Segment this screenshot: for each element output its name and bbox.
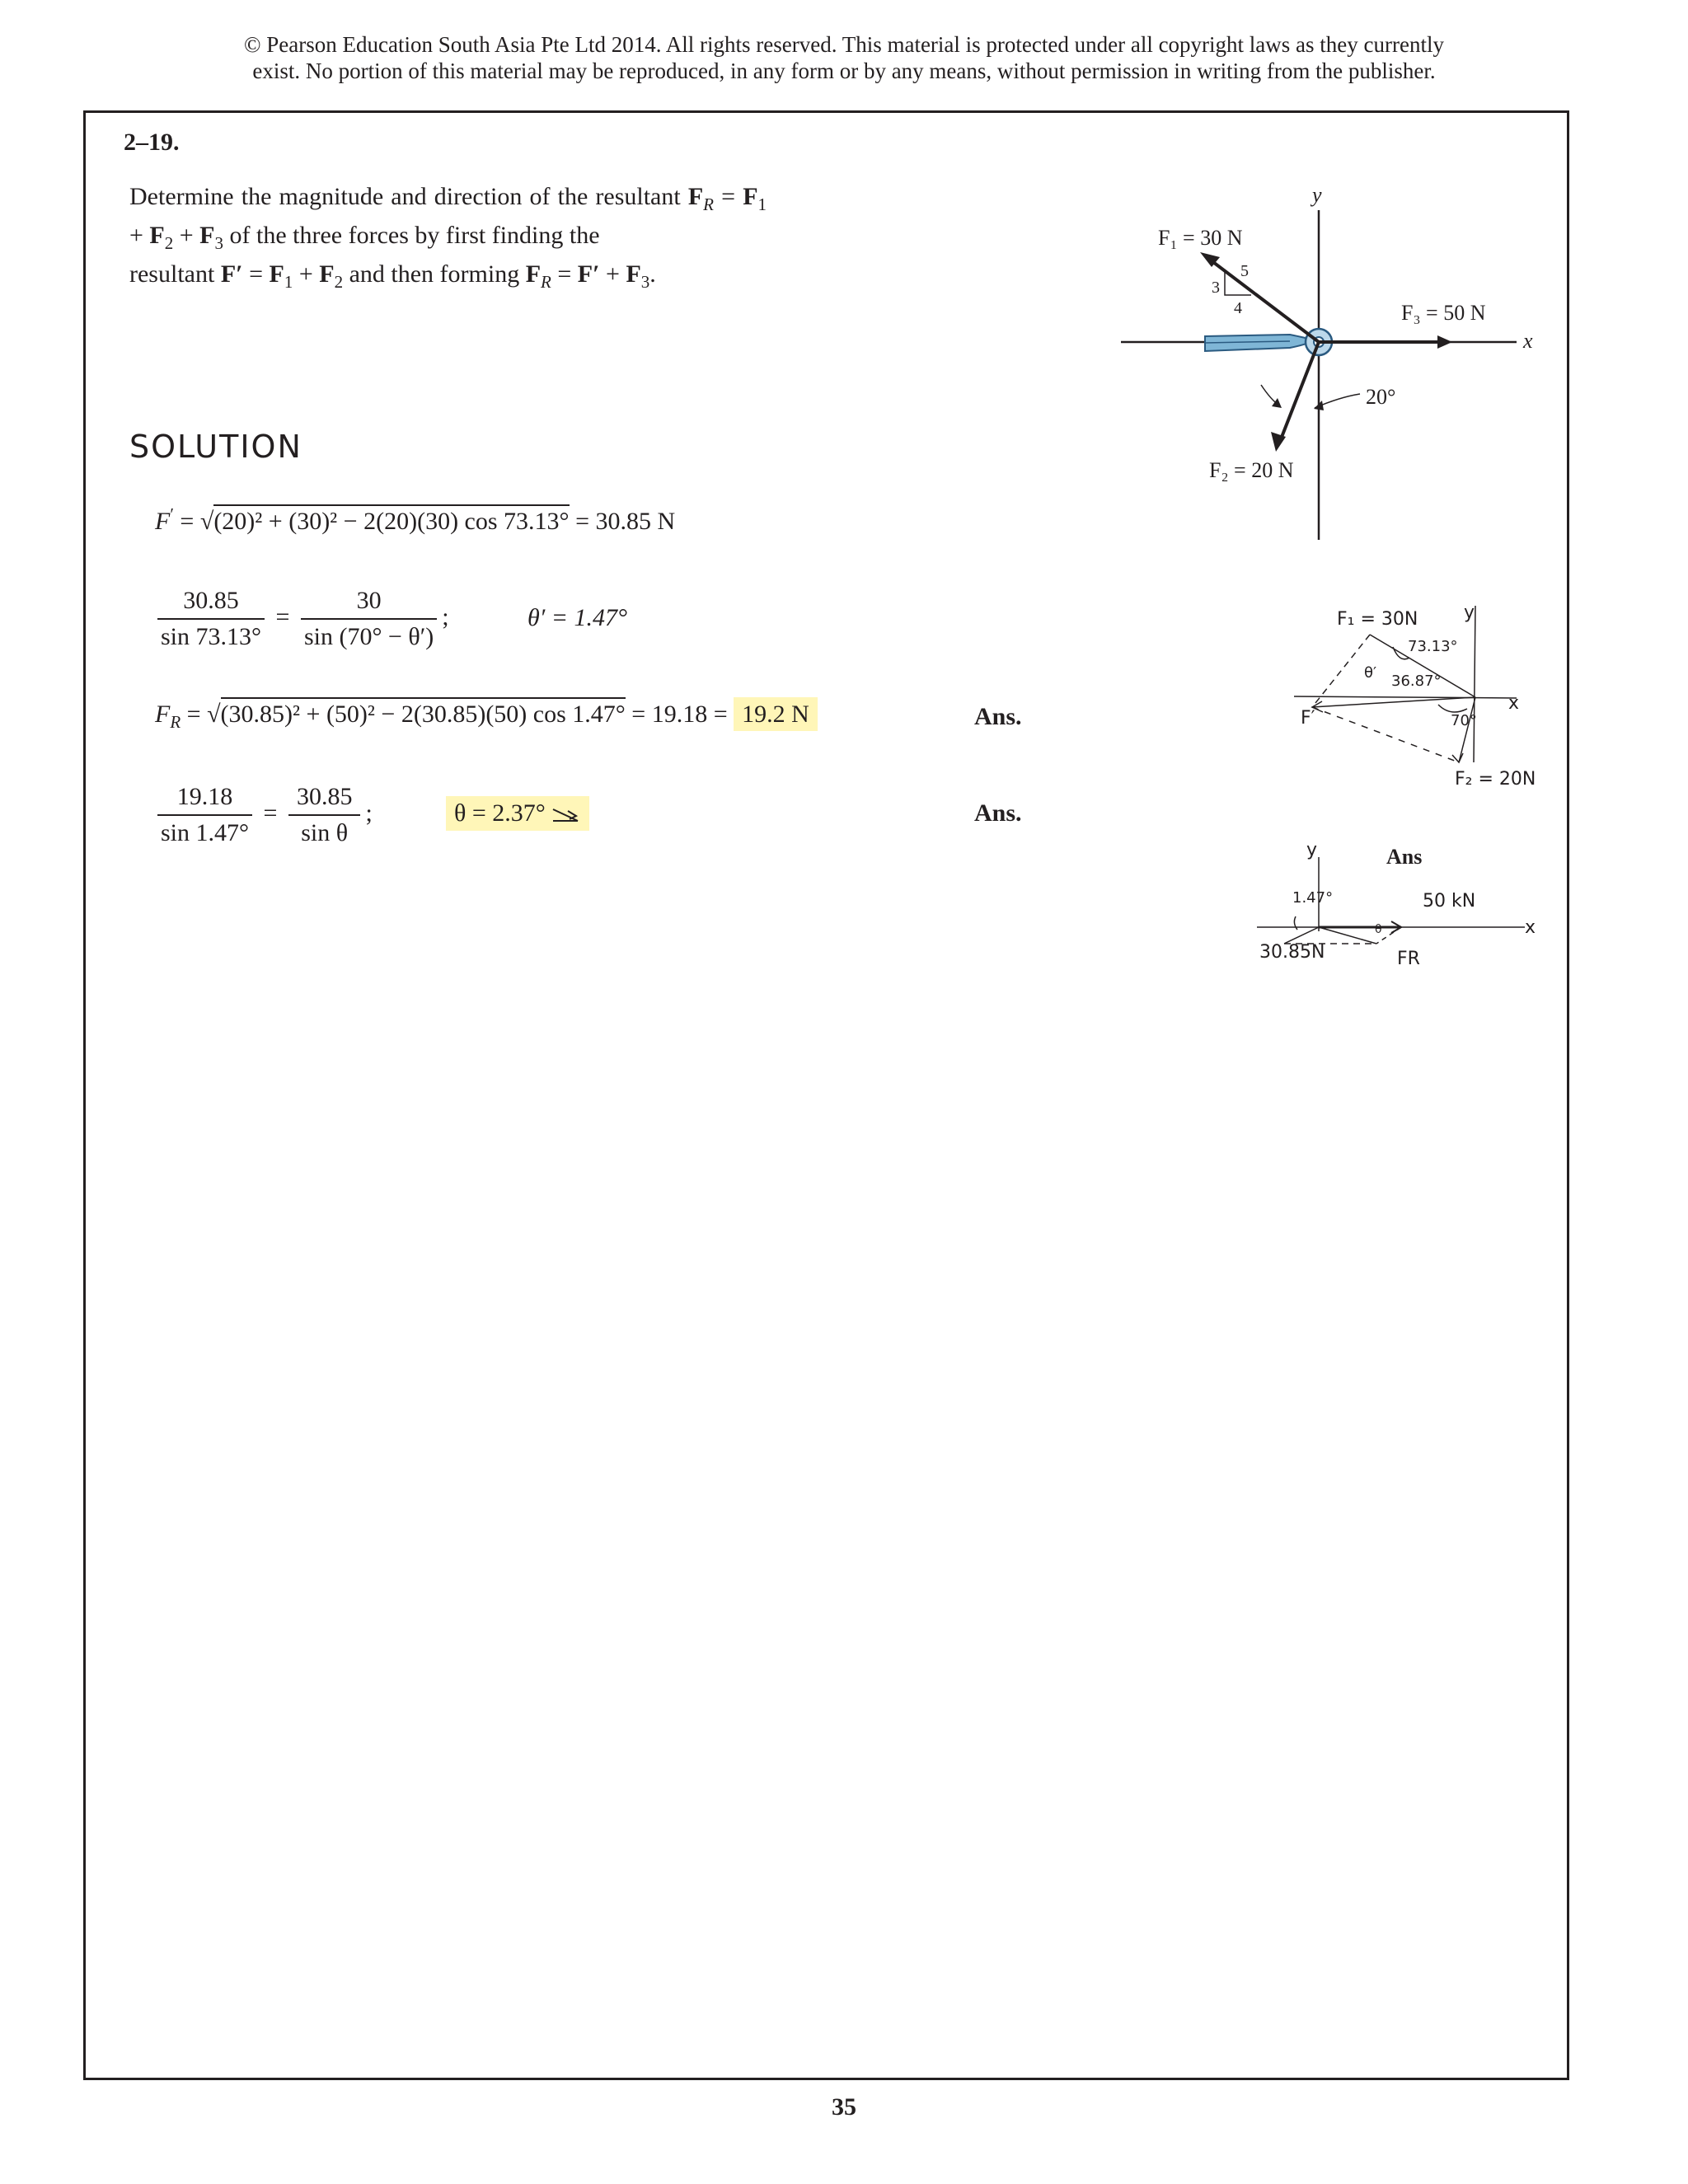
fig-y-label: y: [1312, 183, 1322, 207]
slope-4: 4: [1234, 299, 1242, 317]
problem-statement: Determine the magnitude and direction of the resultant $F_R = F_1 + F_2 + F_3$ of the three forces by first finding the resultant $F' = F_1 + F_2$ and then forming $F_R = F' + F_3$.: [129, 183, 767, 292]
sketch1-angle-36: 36.87°: [1391, 673, 1442, 690]
sketch1-f2: F₂ = 20N: [1455, 769, 1536, 790]
sketch1-fprime: F′: [1301, 708, 1315, 729]
eq1-lhs: F: [155, 508, 171, 535]
eq1-radicand: (20)² + (30)² − 2(20)(30) cos 73.13°: [213, 504, 569, 535]
sketch2-f3: 50 kN: [1423, 891, 1476, 912]
eq4-den-1: sin 1.47°: [161, 819, 250, 846]
statement-part-3: resultant: [129, 260, 215, 288]
sketch1-y: y: [1464, 602, 1475, 623]
eq2-den-2: sin (70° − θ′): [303, 623, 434, 650]
eq3-radicand: (30.85)² + (50)² − 2(30.85)(50) cos 1.47°: [221, 697, 626, 728]
sketch2-theta: θ: [1375, 923, 1382, 936]
sketch2-fr-arrow: [1319, 927, 1376, 944]
sketch2-fprime: 30.85N: [1259, 942, 1325, 963]
sketch2-angle: 1.47°: [1292, 889, 1334, 907]
eq4-num-2: 30.85: [288, 783, 361, 816]
eq3-answer: 19.2 N: [734, 697, 818, 731]
f3-label: F₃ = 50 N: [1401, 301, 1486, 325]
sketch-resultant-f-prime: [1278, 593, 1550, 799]
eq2-num-1: 30.85: [157, 587, 265, 620]
eq4-answer: [446, 796, 589, 831]
f1-label: F₁ = 30 N: [1158, 226, 1243, 250]
slope-5: 5: [1240, 262, 1249, 280]
sketch1-angle-70: 70°: [1451, 712, 1477, 729]
sketch1-f1: F₁ = 30N: [1337, 609, 1418, 630]
eq1-result: = 30.85 N: [575, 508, 676, 535]
eq3-lhs: F: [155, 701, 171, 728]
f2-arrow: [1279, 342, 1319, 443]
eq2-num-2: 30: [301, 587, 437, 620]
statement-part-4: and then forming: [349, 260, 520, 288]
equation-2: $\frac{30.85}{\sin 73.13^\circ}$ = $\frac{30}{\sin (70^\circ - \theta')}$ ;: [152, 587, 449, 651]
sketch1-angle-73: 73.13°: [1408, 638, 1458, 655]
eq4-den-2: sin θ: [301, 819, 349, 846]
eq2-result: θ′ = 1.47°: [528, 604, 628, 631]
eq3-mid: = 19.18 =: [631, 701, 728, 728]
eq4-num-1: 19.18: [157, 783, 252, 816]
slope-3: 3: [1212, 279, 1220, 297]
eq2-fraction-2: [301, 587, 437, 651]
force-diagram: [1113, 181, 1541, 552]
eq4-answer-text: θ = 2.37°: [454, 799, 546, 827]
page-number: 35: [832, 2093, 856, 2121]
sketch-resultant-fr: [1245, 841, 1550, 981]
ans-label-1: Ans.: [974, 703, 1022, 730]
copyright-line-2: exist. No portion of this material may be reproduced, in any form or by any means, without permission in writing from the publisher.: [252, 59, 1436, 83]
eq4-fraction-1: [157, 783, 252, 847]
sketch-fprime-line: [1312, 697, 1475, 707]
equation-1: F′ = √(20)² + (30)² − 2(20)(30) cos 73.13° = 30.85 N: [155, 504, 676, 535]
sketch2-ans: Ans: [1386, 845, 1423, 869]
sketch2-x: x: [1525, 917, 1536, 938]
statement-part-2: of the three forces by first finding the: [229, 222, 600, 249]
ans-label-2: Ans.: [974, 799, 1022, 827]
eq4-fraction-2: [288, 783, 361, 847]
copyright-notice: [0, 31, 1688, 84]
sketch2-y: y: [1306, 841, 1318, 860]
sketch1-theta: θ′: [1364, 664, 1377, 682]
problem-number: 2–19.: [124, 129, 180, 156]
angle-direction-icon: [551, 806, 581, 824]
copyright-line-1: © Pearson Education South Asia Pte Ltd 2014. All rights reserved. This material is protected under all copyright laws as they currently: [244, 32, 1444, 57]
fig-x-label: x: [1523, 329, 1533, 353]
statement-part-1: Determine the magnitude and direction of the resultant: [129, 183, 681, 210]
f1-arrow: [1207, 257, 1319, 342]
angle-20-label: 20°: [1366, 385, 1396, 409]
sketch1-x: x: [1508, 693, 1520, 714]
sketch2-fr: FR: [1397, 949, 1420, 969]
equation-3: $F_R = √(30.85)^2 + (50)^2 - 2(30.85)(50)$ cos 1.47° = 19.18 = 19.2 N: [155, 701, 818, 733]
equation-4: $\frac{19.18}{\sin 1.47^\circ}$ = $\frac{30.85}{\text{sin θ}}$ ;: [152, 783, 373, 847]
eq2-den-1: sin 73.13°: [161, 623, 262, 650]
eq2-fraction-1: [157, 587, 265, 651]
solution-heading: SOLUTION: [129, 429, 302, 465]
f2-label: F₂ = 20 N: [1209, 458, 1294, 482]
